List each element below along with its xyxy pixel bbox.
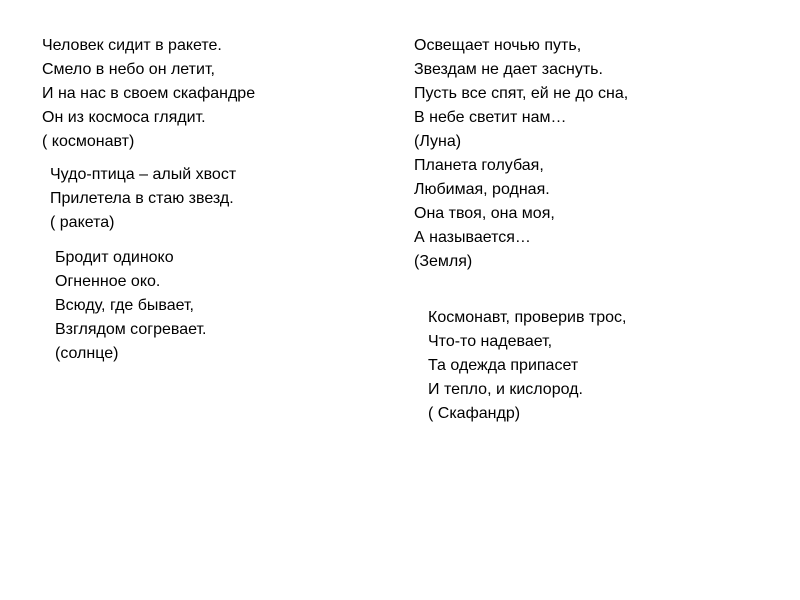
riddle-line: Бродит одиноко	[55, 249, 174, 266]
riddle-answer: ( ракета)	[50, 214, 115, 231]
riddle-line: Звездам не дает заснуть.	[414, 61, 603, 78]
riddle-answer: (солнце)	[55, 345, 119, 362]
riddle-line: И тепло, и кислород.	[428, 381, 583, 398]
riddle-line: А называется…	[414, 229, 531, 246]
riddle-line: Он из космоса глядит.	[42, 109, 206, 126]
riddle-line: Пусть все спят, ей не до сна,	[414, 85, 629, 102]
riddle-answer: (Луна)	[414, 133, 462, 150]
riddle-line: Космонавт, проверив трос,	[428, 309, 627, 326]
riddle-moon-earth	[414, 34, 628, 274]
riddle-line: Освещает ночью путь,	[414, 37, 582, 54]
riddle-line: Прилетела в стаю звезд.	[50, 190, 234, 207]
riddle-line: Любимая, родная.	[414, 181, 550, 198]
riddle-answer: ( Скафандр)	[428, 405, 521, 422]
riddle-line: Взглядом согревает.	[55, 321, 207, 338]
riddle-line: И на нас в своем скафандре	[42, 85, 256, 102]
riddle-cosmonaut	[42, 34, 255, 154]
riddle-spacesuit	[428, 306, 626, 426]
riddle-sun	[55, 246, 206, 366]
riddle-answer: ( космонавт)	[42, 133, 135, 150]
riddle-line: Огненное око.	[55, 273, 161, 290]
riddle-line: Она твоя, она моя,	[414, 205, 555, 222]
riddle-line: Чудо-птица – алый хвост	[50, 166, 237, 183]
riddle-rocket	[50, 163, 236, 235]
riddle-line: Всюду, где бывает,	[55, 297, 194, 314]
riddle-line: Та одежда припасет	[428, 357, 579, 374]
riddle-answer: (Земля)	[414, 253, 473, 270]
riddle-line: В небе светит нам…	[414, 109, 567, 126]
riddle-line: Что-то надевает,	[428, 333, 553, 350]
riddle-line: Человек сидит в ракете.	[42, 37, 222, 54]
riddle-line: Планета голубая,	[414, 157, 544, 174]
riddle-line: Смело в небо он летит,	[42, 61, 215, 78]
